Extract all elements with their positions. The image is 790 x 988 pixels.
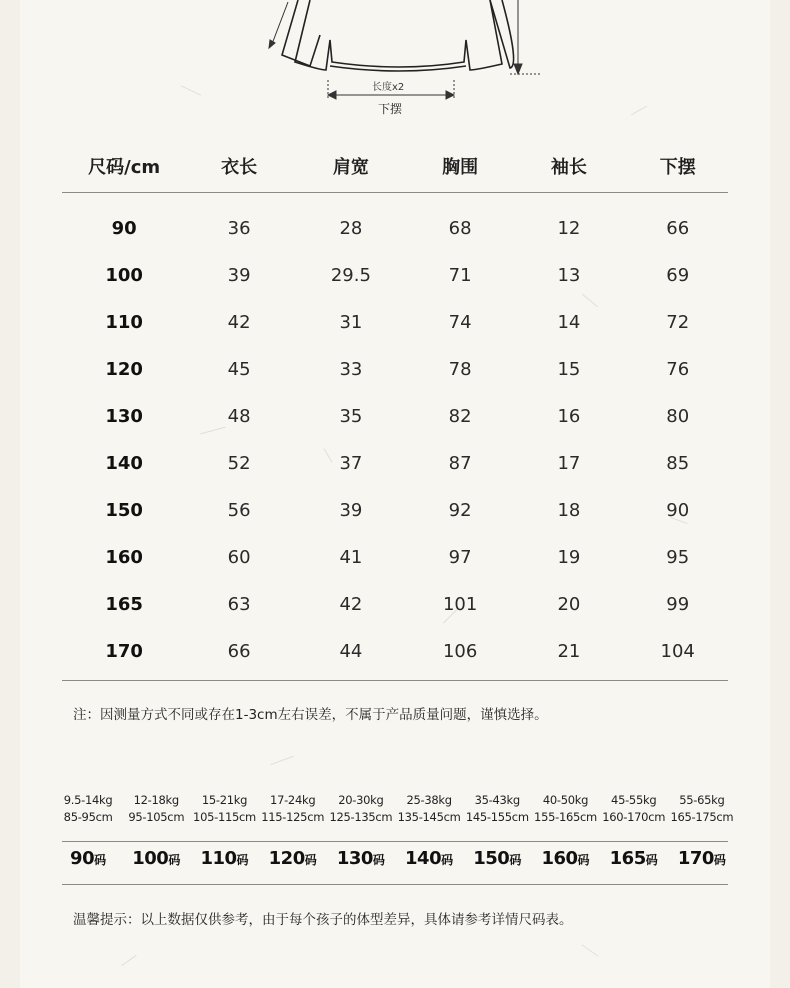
weight-range: 40-50kg (542, 793, 589, 807)
size-unit: 码 (509, 853, 522, 867)
cell-length: 60 (227, 547, 251, 568)
cell-sleeve: 21 (557, 641, 581, 662)
header-shoulder: 肩宽 (292, 140, 410, 193)
size-number: 170 (677, 848, 714, 869)
header-chest: 胸围 (410, 140, 511, 193)
cell-hem: 85 (666, 453, 690, 474)
cell-shoulder: 44 (339, 641, 363, 662)
cell-sleeve: 16 (557, 406, 581, 427)
table-row (62, 393, 728, 440)
cell-chest: 97 (448, 547, 472, 568)
cell-shoulder: 41 (339, 547, 363, 568)
size-unit: 码 (168, 853, 181, 867)
size-number: 140 (405, 848, 442, 869)
garment-left-sleeve (282, 0, 320, 66)
cell-hem: 69 (666, 265, 690, 286)
size-unit: 码 (236, 853, 249, 867)
header-sleeve: 袖长 (510, 140, 627, 193)
hem-label: 下摆 (378, 102, 403, 116)
size-unit: 码 (577, 853, 590, 867)
size-unit: 码 (645, 853, 658, 867)
table-row (62, 487, 728, 534)
cell-size: 160 (105, 547, 143, 568)
guide-range (463, 792, 531, 826)
weight-range: 55-65kg (679, 793, 725, 807)
size-chart-page (20, 0, 770, 988)
header-hem: 下摆 (627, 140, 728, 193)
guide-range (259, 792, 327, 826)
cell-size: 150 (105, 500, 143, 521)
cell-shoulder: 39 (339, 500, 363, 521)
height-range: 85-95cm (63, 810, 113, 824)
cell-hem: 99 (666, 594, 690, 615)
table-row (62, 440, 728, 487)
cell-shoulder: 42 (339, 594, 363, 615)
size-code (327, 848, 395, 869)
cell-length: 48 (227, 406, 251, 427)
garment-right-sleeve (490, 0, 514, 68)
table-row (62, 581, 728, 628)
header-length: 衣长 (186, 140, 292, 193)
size-code (122, 848, 190, 869)
guide-range (668, 792, 736, 826)
weight-range: 20-30kg (338, 793, 384, 807)
cell-sleeve: 19 (557, 547, 581, 568)
cell-length: 52 (227, 453, 251, 474)
table-row (62, 299, 728, 346)
size-code (668, 848, 736, 869)
cell-shoulder: 37 (339, 453, 363, 474)
height-range: 115-125cm (261, 810, 325, 824)
cell-hem: 66 (666, 218, 690, 239)
cell-shoulder: 35 (339, 406, 363, 427)
guide-range (327, 792, 395, 826)
table-row (62, 346, 728, 393)
cell-length: 66 (227, 641, 251, 662)
cell-chest: 82 (448, 406, 472, 427)
guide-range (190, 792, 258, 826)
cell-length: 63 (227, 594, 251, 615)
guide-divider-top (62, 841, 728, 842)
guide-range (600, 792, 668, 826)
cell-hem: 104 (660, 641, 695, 662)
guide-divider-bottom (62, 884, 728, 885)
warm-tip: 温馨提示：以上数据仅供参考，由于每个孩子的体型差异，具体请参考详情尺码表。 (73, 912, 573, 928)
table-row (62, 628, 728, 675)
table-row (62, 193, 728, 253)
height-range: 135-145cm (397, 810, 461, 824)
length-dimension-arrow (510, 0, 540, 74)
size-number: 150 (473, 848, 510, 869)
cell-length: 36 (227, 218, 251, 239)
cell-sleeve: 13 (557, 265, 581, 286)
cell-length: 56 (227, 500, 251, 521)
cell-hem: 95 (666, 547, 690, 568)
size-unit: 码 (304, 853, 317, 867)
measurement-note: 注：因测量方式不同或存在1-3cm左右误差，不属于产品质量问题，谨慎选择。 (73, 707, 548, 723)
weight-range: 45-55kg (611, 793, 657, 807)
size-number: 130 (336, 848, 373, 869)
cell-sleeve: 12 (557, 218, 581, 239)
cell-sleeve: 18 (557, 500, 581, 521)
garment-body (295, 0, 502, 70)
height-range: 105-115cm (193, 810, 256, 824)
cell-chest: 87 (448, 453, 472, 474)
cell-sleeve: 14 (557, 312, 581, 333)
guide-range (122, 792, 190, 826)
weight-range: 12-18kg (133, 793, 179, 807)
sleeve-dimension-arrow (269, 2, 288, 48)
size-unit: 码 (372, 853, 385, 867)
size-table (62, 140, 728, 675)
cell-sleeve: 17 (557, 453, 581, 474)
cell-shoulder: 31 (339, 312, 363, 333)
cell-hem: 76 (666, 359, 690, 380)
cell-hem: 90 (666, 500, 690, 521)
cell-size: 140 (105, 453, 143, 474)
size-number: 90 (70, 848, 95, 869)
length-x2-label: 长度x2 (372, 82, 405, 93)
guide-range (395, 792, 463, 826)
size-code (531, 848, 599, 869)
height-range: 160-170cm (602, 810, 666, 824)
cell-size: 130 (105, 406, 143, 427)
cell-shoulder: 33 (339, 359, 363, 380)
size-code (54, 848, 122, 869)
cell-size: 100 (105, 265, 143, 286)
height-range: 155-165cm (534, 810, 597, 824)
weight-height-guide (54, 792, 736, 826)
size-number: 160 (541, 848, 578, 869)
weight-range: 17-24kg (270, 793, 316, 807)
weight-range: 15-21kg (201, 793, 248, 807)
cell-sleeve: 15 (557, 359, 581, 380)
cell-size: 170 (105, 641, 143, 662)
size-table-header (62, 140, 728, 193)
size-unit: 码 (713, 853, 726, 867)
size-number: 165 (609, 848, 646, 869)
cell-size: 90 (111, 218, 137, 239)
cell-sleeve: 20 (557, 594, 581, 615)
size-code (190, 848, 258, 869)
table-divider (62, 680, 728, 681)
size-number: 120 (268, 848, 305, 869)
size-code-row (54, 848, 736, 869)
size-code (259, 848, 327, 869)
cell-chest: 71 (448, 265, 472, 286)
cell-hem: 80 (666, 406, 690, 427)
height-range: 145-155cm (465, 810, 529, 824)
cell-chest: 101 (442, 594, 478, 615)
cell-size: 110 (105, 312, 143, 333)
cell-chest: 106 (442, 641, 478, 662)
cell-length: 39 (227, 265, 251, 286)
guide-range (54, 792, 122, 826)
size-code (600, 848, 668, 869)
cell-chest: 74 (448, 312, 472, 333)
cell-chest: 92 (448, 500, 472, 521)
size-unit: 码 (441, 853, 454, 867)
size-code (395, 848, 463, 869)
cell-hem: 72 (666, 312, 690, 333)
cell-length: 42 (227, 312, 251, 333)
table-row (62, 252, 728, 299)
size-number: 110 (200, 848, 237, 869)
height-range: 165-175cm (670, 810, 734, 824)
cell-shoulder: 28 (339, 218, 363, 239)
cell-length: 45 (227, 359, 251, 380)
table-row (62, 534, 728, 581)
size-unit: 码 (94, 853, 107, 867)
cell-chest: 78 (448, 359, 472, 380)
weight-range: 25-38kg (406, 793, 452, 807)
cell-chest: 68 (448, 218, 472, 239)
cell-size: 120 (105, 359, 143, 380)
size-number: 100 (132, 848, 169, 869)
header-size: 尺码/cm (62, 140, 186, 193)
height-range: 95-105cm (128, 810, 185, 824)
height-range: 125-135cm (329, 810, 393, 824)
guide-range (531, 792, 599, 826)
cell-size: 165 (105, 594, 143, 615)
weight-range: 9.5-14kg (63, 793, 113, 807)
cell-shoulder: 29.5 (330, 265, 371, 286)
size-code (463, 848, 531, 869)
weight-range: 35-43kg (474, 793, 520, 807)
